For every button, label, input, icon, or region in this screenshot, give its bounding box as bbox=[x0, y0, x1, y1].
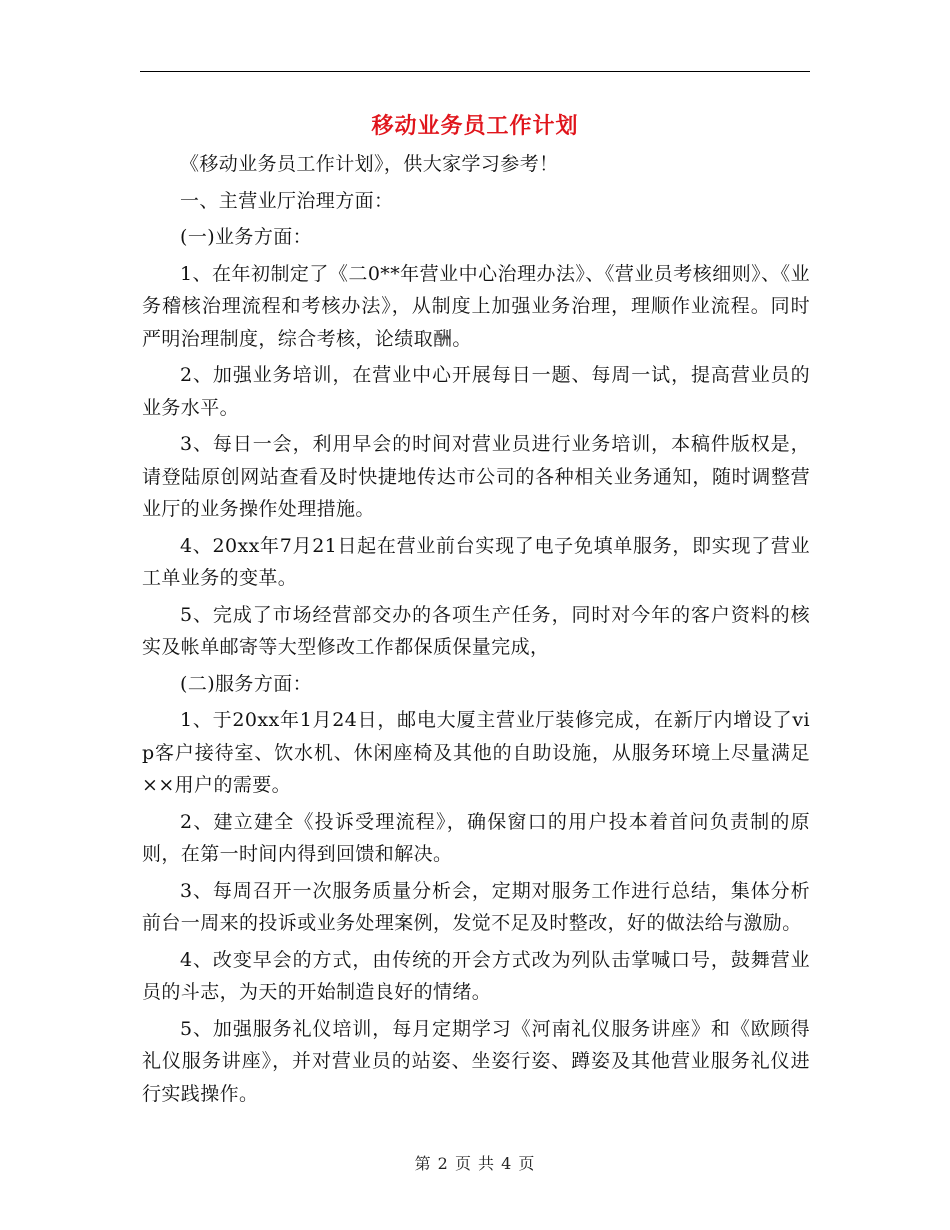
paragraph-service-item-3: 3、每周召开一次服务质量分析会，定期对服务工作进行总结，集体分析前台一周来的投诉或业务处理案例，发觉不足及时整改，好的做法给与激励。 bbox=[142, 879, 810, 934]
page-number: 第 2 页 共 4 页 bbox=[414, 1154, 536, 1173]
paragraph-service-item-5: 5、加强服务礼仪培训，每月定期学习《河南礼仪服务讲座》和《欧顾得礼仪服务讲座》，并对营业员的站姿、坐姿行姿、蹲姿及其他营业服务礼仪进行实践操作。 bbox=[142, 1017, 810, 1105]
paragraph-service-item-4: 4、改变早会的方式，由传统的开会方式改为列队击掌喊口号，鼓舞营业员的斗志，为天的开始制造良好的情绪。 bbox=[142, 948, 810, 1003]
paragraph-business-item-1: 1、在年初制定了《二0**年营业中心治理办法》、《营业员考核细则》、《业务稽核治理流程和考核办法》，从制度上加强业务治理，理顺作业流程。同时严明治理制度，综合考核，论绩取酬。 bbox=[142, 262, 810, 350]
paragraph-business-item-5: 5、完成了市场经营部交办的各项生产任务，同时对今年的客户资料的核实及帐单邮寄等大型修改工作都保质保量完成， bbox=[142, 603, 810, 658]
paragraph-business-item-4: 4、20xx年7月21日起在营业前台实现了电子免填单服务，即实现了营业工单业务的变革。 bbox=[142, 534, 810, 589]
paragraph-service-item-1: 1、于20xx年1月24日，邮电大厦主营业厅装修完成，在新厅内增设了vip客户接待室、饮水机、休闲座椅及其他的自助设施，从服务环境上尽量满足××用户的需要。 bbox=[142, 709, 810, 796]
header-rule bbox=[140, 71, 810, 72]
paragraph-section-heading: 一、主营业厅治理方面： bbox=[180, 189, 394, 212]
paragraph-business-item-3: 3、每日一会，利用早会的时间对营业员进行业务培训，本稿件版权是，请登陆原创网站查看及时快捷地传达市公司的各种相关业务通知，随时调整营业厅的业务操作处理措施。 bbox=[142, 433, 810, 520]
document-body bbox=[142, 148, 810, 1114]
document-title: 移动业务员工作计划 bbox=[371, 113, 579, 139]
paragraph-service-item-2: 2、建立建全《投诉受理流程》，确保窗口的用户投本着首问负责制的原则，在第一时间内得到回馈和解决。 bbox=[142, 810, 810, 865]
paragraph-business-item-2: 2、加强业务培训，在营业中心开展每日一题、每周一试，提高营业员的业务水平。 bbox=[142, 364, 810, 419]
paragraph-intro: 《移动业务员工作计划》，供大家学习参考！ bbox=[180, 153, 559, 175]
paragraph-subsection-business: (一)业务方面： bbox=[180, 226, 313, 248]
paragraph-subsection-service: (二)服务方面： bbox=[180, 672, 313, 695]
